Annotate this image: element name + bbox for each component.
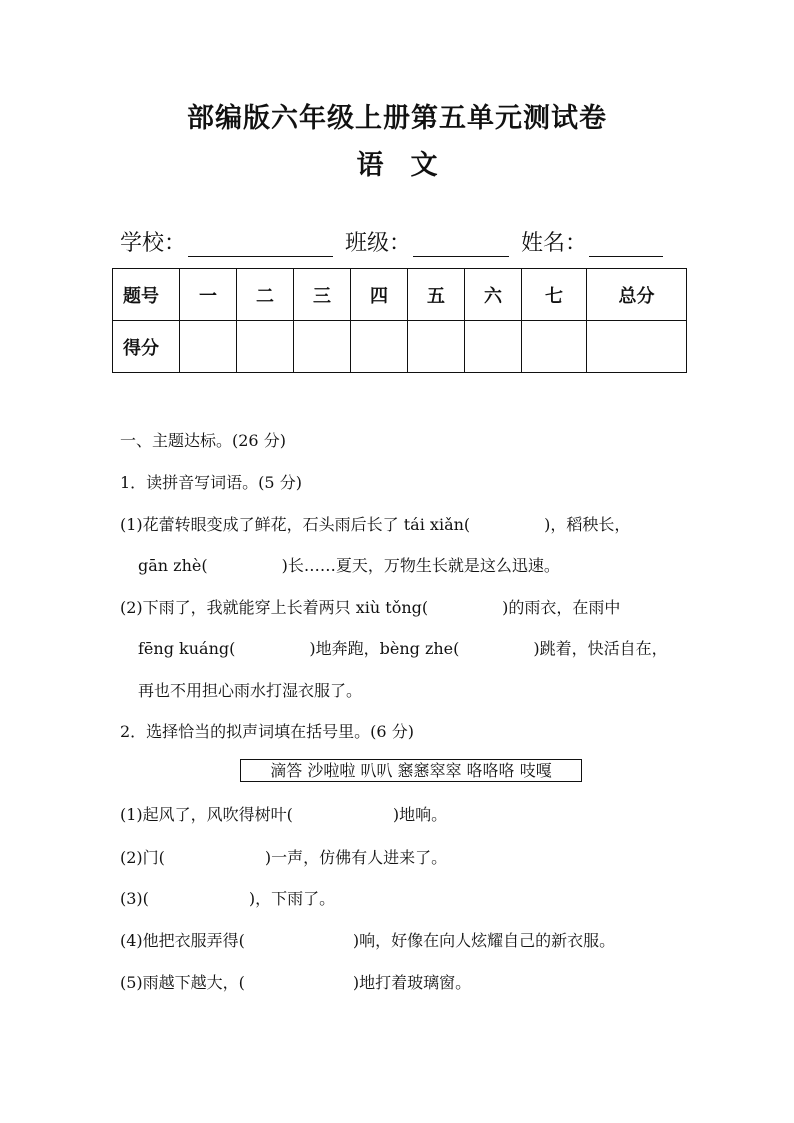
q2-s1-start: (1)起风了，风吹得树叶( — [120, 805, 293, 824]
q2-sentence-1 — [120, 802, 447, 825]
q2-s2-end: )一声，仿佛有人进来了。 — [264, 848, 448, 867]
q2-sentence-5 — [120, 970, 471, 993]
q1-line-5: 再也不用担心雨水打湿衣服了。 — [138, 681, 363, 700]
q1-line-1-end: )，稻秧长， — [544, 515, 631, 534]
class-blank[interactable] — [413, 232, 509, 257]
name-label: 姓名： — [521, 231, 588, 256]
column-5: 五 — [408, 269, 465, 321]
q2-s3-end: )，下雨了。 — [248, 889, 336, 908]
class-label: 班级： — [345, 231, 412, 256]
question-1-heading: 1．读拼音写词语。(5 分) — [120, 473, 302, 492]
q2-sentence-4 — [120, 928, 615, 951]
student-info-row — [120, 226, 680, 257]
column-6: 六 — [465, 269, 522, 321]
exam-title: 部编版六年级上册第五单元测试卷 — [187, 103, 607, 134]
q2-s4-end: )响，好像在向人炫耀自己的新衣服。 — [352, 931, 616, 950]
q1-line-3-end: )的雨衣，在雨中 — [502, 598, 621, 617]
q2-s5-end: )地打着玻璃窗。 — [352, 973, 472, 992]
school-label: 学校： — [120, 231, 187, 256]
column-4: 四 — [351, 269, 408, 321]
score-table-header-row — [113, 269, 687, 321]
score-cell-1[interactable] — [180, 321, 237, 373]
score-cell-total[interactable] — [587, 321, 687, 373]
q1-line-1-start: (1)花蕾转眼变成了鲜花，石头雨后长了 tái xiǎn( — [120, 515, 471, 534]
score-table-score-row — [113, 321, 687, 373]
q1-line-2-start: gān zhè( — [138, 556, 208, 575]
score-cell-5[interactable] — [408, 321, 465, 373]
q2-s5-start: (5)雨越下越大，( — [120, 973, 245, 992]
q2-s3-start: (3)( — [120, 889, 149, 908]
score-cell-4[interactable] — [351, 321, 408, 373]
column-2: 二 — [237, 269, 294, 321]
q2-s4-start: (4)他把衣服弄得( — [120, 931, 245, 950]
word-choices-box: 滴答 沙啦啦 叭叭 窸窸窣窣 咯咯咯 吱嘎 — [240, 759, 582, 782]
question-number-head: 题号 — [113, 269, 180, 321]
column-7: 七 — [522, 269, 587, 321]
score-cell-3[interactable] — [294, 321, 351, 373]
q1-line-2 — [138, 553, 560, 576]
q2-sentence-2 — [120, 845, 447, 868]
name-blank[interactable] — [589, 232, 663, 257]
q1-line-4 — [138, 636, 668, 659]
column-total: 总分 — [587, 269, 687, 321]
q2-s2-start: (2)门( — [120, 848, 165, 867]
q1-line-4-start: fēng kuáng( — [138, 639, 236, 658]
question-2-heading: 2．选择恰当的拟声词填在括号里。(6 分) — [120, 722, 414, 741]
q1-line-4-mid: )地奔跑，bèng zhe( — [309, 639, 460, 658]
score-cell-2[interactable] — [237, 321, 294, 373]
q1-line-3 — [120, 595, 620, 618]
subject-title: 语 文 — [356, 150, 438, 181]
score-head: 得分 — [113, 321, 180, 373]
column-3: 三 — [294, 269, 351, 321]
q1-line-2-end: )长……夏天，万物生长就是这么迅速。 — [281, 556, 560, 575]
q1-line-4-end: )跳着，快活自在， — [533, 639, 668, 658]
q1-line-3-start: (2)下雨了，我就能穿上长着两只 xiù tǒng( — [120, 598, 429, 617]
column-1: 一 — [180, 269, 237, 321]
school-blank[interactable] — [188, 232, 333, 257]
score-cell-6[interactable] — [465, 321, 522, 373]
score-table — [112, 268, 687, 373]
section-1-heading: 一、主题达标。(26 分) — [120, 431, 286, 450]
q2-sentence-3 — [120, 886, 335, 909]
q2-s1-end: )地响。 — [392, 805, 448, 824]
score-cell-7[interactable] — [522, 321, 587, 373]
q1-line-1 — [120, 512, 630, 535]
